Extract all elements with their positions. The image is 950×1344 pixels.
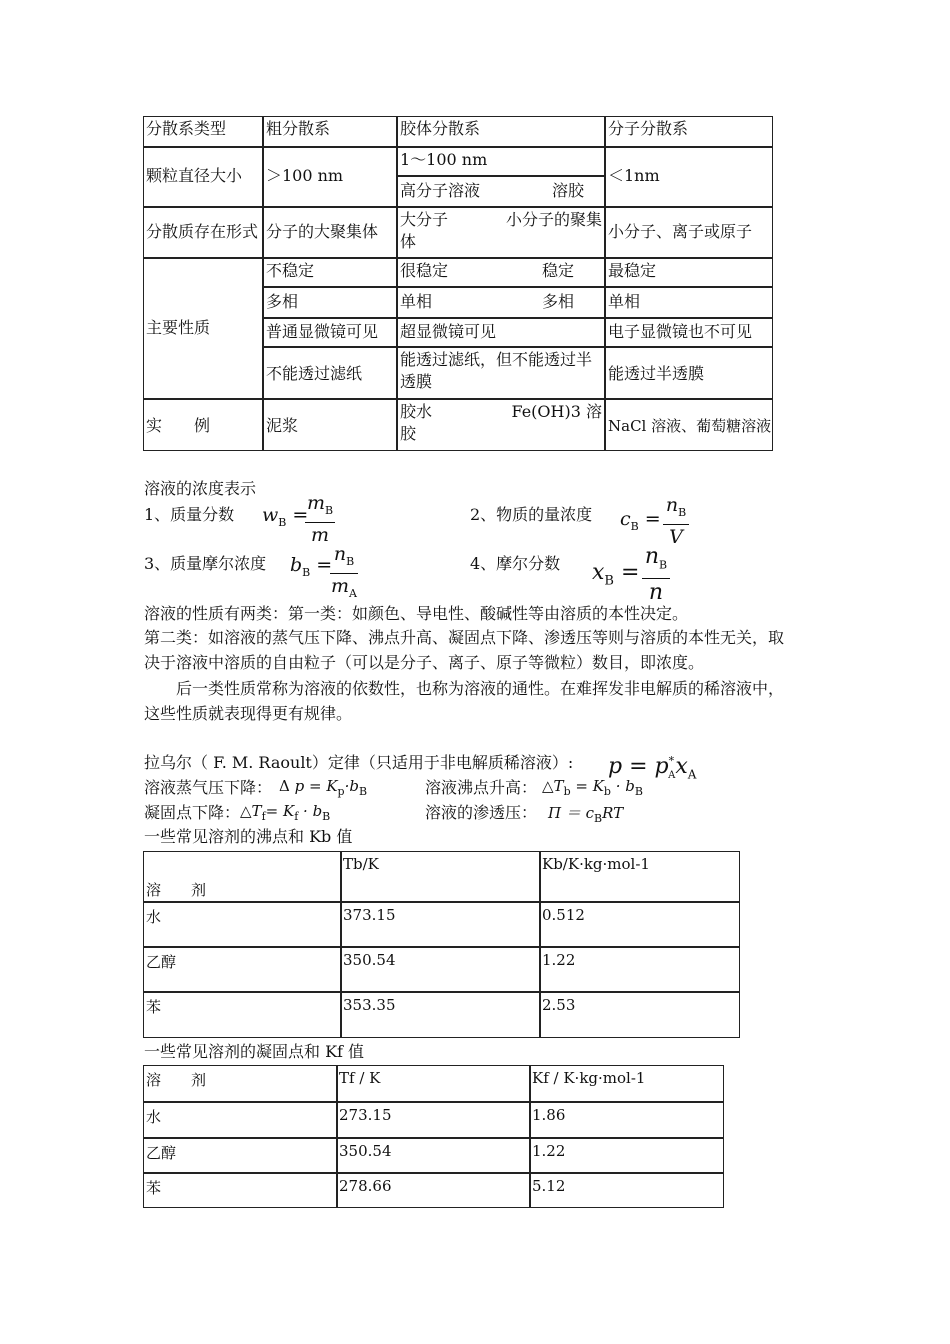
solvent: 水 [146, 908, 162, 926]
properties-line: 溶液的性质有两类：第一类：如颜色、导电性、酸碱性等由溶质的本性决定。 [144, 604, 689, 623]
solvent: 乙醇 [146, 953, 177, 971]
prop-molecular: 最稳定 [608, 261, 657, 280]
concentration-label: 1、质量分数 [144, 505, 235, 524]
header-cell [337, 1065, 530, 1102]
cell [263, 318, 397, 347]
osmotic-expr: Π ＝ c [548, 804, 595, 822]
num: n [333, 543, 347, 565]
prop-coarse: 不稳定 [266, 261, 315, 280]
prop-molecular: 单相 [608, 292, 641, 311]
den: V [669, 525, 683, 548]
row-label [143, 399, 263, 451]
osmotic-label: 溶液的渗透压： [425, 803, 538, 822]
tf-value: 350.54 [339, 1142, 392, 1160]
table-cell [530, 1173, 724, 1208]
table-cell [540, 992, 740, 1038]
lhs-sub: B [278, 515, 287, 529]
num: n [644, 544, 660, 569]
boil-label: 溶液沸点升高： [425, 778, 538, 797]
cell [263, 258, 397, 287]
den: n [648, 580, 664, 606]
fraction [305, 492, 335, 547]
lhs-sub: B [302, 565, 311, 579]
concentration-label: 2、物质的量浓度 [470, 505, 593, 524]
cell [605, 399, 773, 451]
prop-coarse: 不能透过滤纸 [266, 364, 363, 383]
size-colloid-left: 高分子溶液 [400, 181, 481, 200]
table-cell [143, 947, 341, 992]
properties-line: 后一类性质常称为溶液的依数性，也称为溶液的通性。在难挥发非电解质的稀溶液中， [176, 679, 785, 698]
den: m [331, 574, 350, 597]
cell [397, 347, 605, 399]
cell [605, 287, 773, 318]
vapor-formula: Δ $p = K_p\cdot b_B$ [279, 777, 368, 798]
table-cell [143, 992, 341, 1038]
form-colloid-wrap: 体 [400, 232, 417, 251]
size-colloid-right: 溶胶 [551, 181, 584, 200]
lhs-sub: B [630, 519, 639, 533]
cell [263, 399, 397, 451]
cell [397, 176, 605, 207]
fraction [663, 494, 689, 549]
lhs-symbol: b [290, 554, 303, 576]
concentration-label: 4、摩尔分数 [470, 554, 561, 573]
table-cell [143, 1102, 337, 1138]
header-coarse: 粗分散系 [266, 119, 331, 138]
table-cell [143, 1173, 337, 1208]
row-label [143, 207, 263, 258]
example-colloid-left: 胶水 [400, 402, 433, 421]
size-label: 颗粒直径大小 [146, 166, 243, 185]
prop-colloid-left: 单相 [400, 292, 433, 311]
cell [605, 207, 773, 258]
example-colloid-right: Fe(OH)3 溶 [511, 402, 602, 421]
tb-value: 353.35 [343, 996, 396, 1014]
kf-value: 1.22 [532, 1142, 566, 1160]
cell [605, 347, 773, 399]
num-sub: B [659, 558, 668, 572]
cell [397, 287, 605, 318]
lhs-sub: B [604, 573, 614, 589]
properties-line: 这些性质就表现得更有规律。 [144, 704, 353, 723]
header-solvent: 溶 剂 [146, 881, 207, 899]
freeze-label: 凝固点下降： [144, 803, 241, 822]
num-sub: B [346, 554, 355, 568]
header-cell [143, 116, 263, 147]
den: m [310, 523, 330, 546]
table-cell [341, 902, 540, 947]
size-colloid-range: 1～100 nm [400, 150, 488, 169]
kb-value: 0.512 [542, 906, 585, 924]
header-tf: Tf / K [339, 1069, 381, 1087]
prop-molecular: 电子显微镜也不可见 [608, 322, 753, 341]
prop-molecular: 能透过半透膜 [608, 364, 705, 383]
cell [397, 318, 605, 347]
row-label [143, 147, 263, 207]
formula-lhs: $x_B$ = [592, 560, 640, 589]
lhs-symbol: w [262, 504, 279, 526]
table-cell [530, 1138, 724, 1173]
osmotic-formula: $\Pi = c_BRT$ [548, 804, 624, 825]
cell [397, 399, 605, 451]
prop-colloid-left: 超显微镜可见 [400, 322, 497, 341]
example-colloid-wrap: 胶 [400, 424, 417, 443]
cell [605, 258, 773, 287]
cell [263, 287, 397, 318]
header-kb: Kb/K·kg·mol-1 [542, 855, 650, 873]
solvent: 水 [146, 1108, 162, 1126]
boiling-caption: 一些常见溶剂的沸点和 Kb 值 [144, 827, 353, 846]
formula-lhs: $w_B$ = [262, 504, 309, 529]
lhs-symbol: c [620, 508, 631, 530]
raoult-formula: $p = p^*_Ax_A$ [608, 754, 697, 782]
prop-coarse: 多相 [266, 292, 299, 311]
table-cell [143, 902, 341, 947]
cell [397, 258, 605, 287]
cell [397, 207, 605, 258]
kf-value: 1.86 [532, 1106, 566, 1124]
vapor-label: 溶液蒸气压下降： [144, 778, 273, 797]
tf-value: 273.15 [339, 1106, 392, 1124]
solvent: 乙醇 [146, 1144, 177, 1162]
header-cell [397, 116, 605, 147]
den-sub: A [349, 586, 357, 600]
fraction [330, 543, 358, 606]
header-type: 分散系类型 [146, 119, 227, 138]
cell [263, 147, 397, 207]
num-sub: B [324, 503, 334, 517]
fraction [642, 544, 670, 607]
prop-coarse: 普通显微镜可见 [266, 322, 379, 341]
tb-value: 350.54 [343, 951, 396, 969]
solvent: 苯 [146, 998, 162, 1016]
prop-colloid-right: 稳定 [541, 261, 574, 280]
table-cell [341, 992, 540, 1038]
kb-value: 2.53 [542, 996, 576, 1014]
header-cell [143, 851, 341, 902]
boil-formula: $\triangle T_b = K_b \cdot b_B$ [542, 777, 643, 798]
form-molecular: 小分子、离子或原子 [608, 222, 753, 241]
example-label: 实 例 [146, 416, 211, 435]
prop-colloid-right: 多相 [541, 292, 574, 311]
header-kf: Kf / K·kg·mol-1 [532, 1069, 646, 1087]
solvent: 苯 [146, 1179, 162, 1197]
header-colloid: 胶体分散系 [400, 119, 481, 138]
prop-colloid-wrap: 透膜 [400, 372, 433, 391]
header-cell [540, 851, 740, 902]
table-cell [143, 1138, 337, 1173]
table-cell [337, 1102, 530, 1138]
formula-lhs: $b_B$ = [290, 554, 333, 579]
properties-line: 决于溶液中溶质的自由粒子（可以是分子、离子、原子等微粒）数目，即浓度。 [144, 653, 705, 672]
table-cell [341, 947, 540, 992]
header-cell [605, 116, 773, 147]
cell [605, 318, 773, 347]
size-coarse: ＞100 nm [266, 166, 344, 185]
num-sub: B [678, 505, 687, 519]
table-cell [530, 1102, 724, 1138]
header-tb: Tb/K [343, 855, 379, 873]
tb-value: 373.15 [343, 906, 396, 924]
concentration-heading: 溶液的浓度表示 [144, 479, 257, 498]
header-cell [143, 1065, 337, 1102]
size-molecular: ＜1nm [608, 166, 660, 185]
prop-colloid-left: 很稳定 [400, 261, 449, 280]
example-coarse: 泥浆 [266, 416, 299, 435]
cell [263, 207, 397, 258]
header-molecular: 分子分散系 [608, 119, 689, 138]
header-cell [341, 851, 540, 902]
cell [605, 147, 773, 207]
cell [263, 347, 397, 399]
props-label: 主要性质 [146, 318, 211, 337]
example-molecular: NaCl 溶液、葡萄糖溶液 [608, 417, 772, 435]
num: m [306, 492, 325, 514]
table-cell [540, 947, 740, 992]
prop-colloid-left: 能透过滤纸，但不能透过半 [400, 350, 593, 369]
table-cell [337, 1173, 530, 1208]
kf-value: 5.12 [532, 1177, 566, 1195]
freeze-formula: $\triangle T_f= K_f \cdot b_B$ [240, 802, 331, 823]
header-cell [530, 1065, 724, 1102]
form-colloid-left: 大分子 [400, 210, 449, 229]
num: n [665, 494, 679, 516]
cell [397, 147, 605, 176]
freezing-caption: 一些常见溶剂的凝固点和 Kf 值 [144, 1042, 365, 1061]
raoult-intro: 拉乌尔（ F. M. Raoult）定律（只适用于非电解质稀溶液）: [144, 753, 574, 772]
table-cell [337, 1138, 530, 1173]
form-colloid-right: 小分子的聚集 [505, 210, 602, 229]
kb-value: 1.22 [542, 951, 576, 969]
tf-value: 278.66 [339, 1177, 392, 1195]
formula-lhs: $c_B$ = [620, 508, 661, 533]
concentration-label: 3、质量摩尔浓度 [144, 554, 267, 573]
header-solvent: 溶 剂 [146, 1071, 207, 1089]
form-label: 分散质存在形式 [146, 222, 259, 241]
row-label [143, 258, 263, 399]
lhs-symbol: x [592, 560, 605, 585]
properties-line: 第二类：如溶液的蒸气压下降、沸点升高、凝固点下降、渗透压等则与溶质的本性无关，取 [144, 628, 785, 647]
header-cell [263, 116, 397, 147]
form-coarse: 分子的大聚集体 [266, 222, 379, 241]
table-cell [540, 902, 740, 947]
